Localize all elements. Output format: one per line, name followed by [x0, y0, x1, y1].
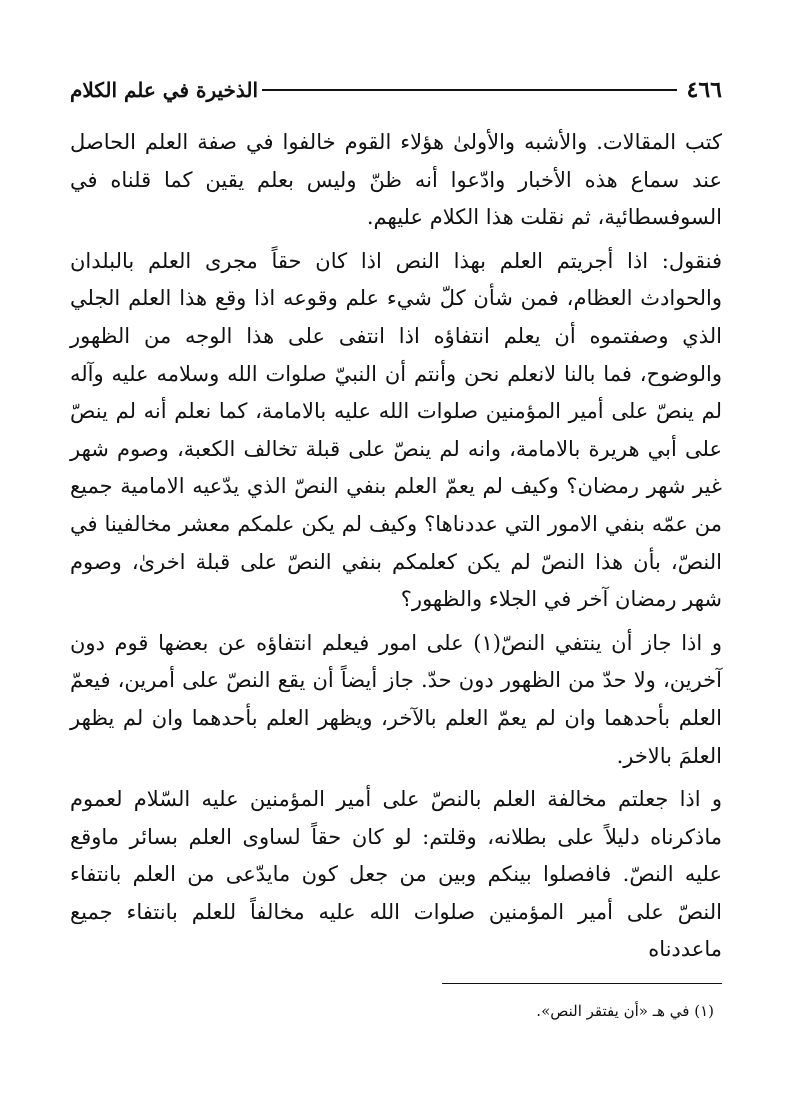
running-header — [70, 70, 722, 110]
paragraph: و اذا جاز أن ينتفي النصّ(١) على امور فيعلم انتفاؤه عن بعضها قوم دون آخرين، ولا حدّ من الظهور دون حدّ. جاز أيضاً أن يقع النصّ على أمرين، فيعمّ العلم بأحدهما وان لم يعمّ العلم بالآخر، ويظهر العلم بأحدهما وان لم يظهر العلمَ بالاخر. — [70, 630, 723, 768]
paragraph: كتب المقالات. والأشبه والأولىٰ هؤلاء القوم خالفوا في صفة العلم الحاصل عند سماع هذه الأخبار وادّعوا أنه ظنّ وليس بعلم يقين كما قلناه في السوفسطائية، ثم نقلت هذا الكلام عليهم. — [70, 130, 722, 230]
footnote: (١) في هـ «أن يفتقر النص». — [536, 1002, 714, 1021]
paragraph: و اذا جعلتم مخالفة العلم بالنصّ على أمير المؤمنين عليه السّلام لعموم ماذكرناه دليلاً على بطلانه، وقلتم: لو كان حقاً لساوى العلم بسائر ماوقع عليه النصّ. فافصلوا بينكم وبين من جعل كون مايدّعى من العلم بانتفاء النصّ على أمير المؤمنين صلوات الله عليه مخالفاً للعلم بانتفاء جميع ماعددناه — [70, 787, 722, 962]
header-rule — [262, 89, 676, 91]
paragraph: فنقول: اذا أجريتم العلم بهذا النص اذا كان حقاً مجرى العلم بالبلدان والحوادث العظام، فمن شأن كلّ شيء علم وقوعه اذا وقع هذا العلم الجلي الذي وصفتموه أن يعلم انتفاؤه اذا انتفى على هذا الوجه من الظهور والوضوح، فما بالنا لانعلم نحن وأنتم أن النبيّ صلوات الله وسلامه عليه وآله لم ينصّ على أمير المؤمنين صلوات الله عليه بالامامة، كما نعلم أنه لم ينصّ على أبي هريرة بالامامة، وانه لم ينصّ على قبلة تخالف الكعبة، وصوم شهر غير شهر رمضان؟ وكيف لم يعمّ العلم بنفي النصّ الذي يدّعيه الامامية جميع من عمّه بنفي الامور التي عددناها؟ وكيف لم يكن علمكم معشر مخالفينا في النصّ، بأن هذا النصّ لم يكن كعلمكم بنفي النصّ على قبلة اخرىٰ، وصوم شهر رمضان آخر في الجلاء والظهور؟ — [70, 248, 722, 612]
body-text — [70, 124, 722, 969]
footnote-divider — [442, 983, 722, 984]
document-page — [70, 70, 722, 1024]
book-title: الذخيرة في علم الكلام — [70, 78, 259, 102]
page-number: ٤٦٦ — [686, 77, 722, 103]
